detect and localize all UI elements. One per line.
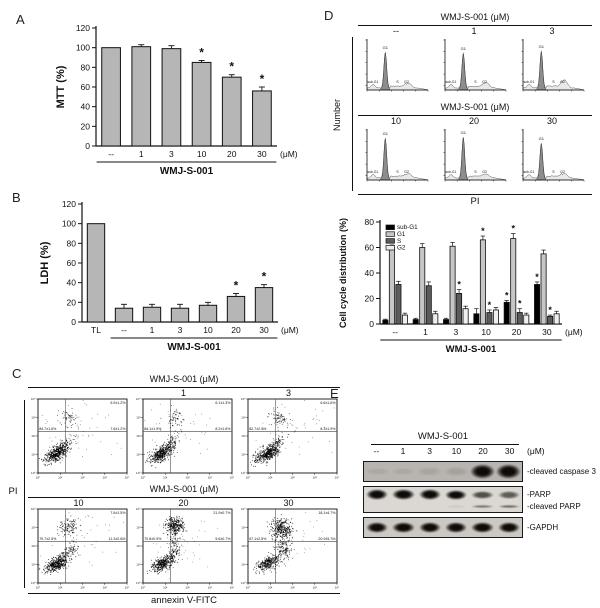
svg-text:10³: 10³ [207,475,212,480]
svg-text:*: * [487,299,492,310]
svg-text:WMJ-S-001: WMJ-S-001 [167,342,221,353]
blot-label: -PARP [527,489,551,499]
svg-text:--: -- [121,325,127,335]
blot-label: -cleaved caspase 3 [527,466,596,476]
flow-plot-20 [133,508,234,594]
svg-text:60: 60 [66,258,76,268]
svg-text:sub-G1: sub-G1 [397,224,418,232]
panel-c-ylabel: PI [8,486,18,497]
blot-band [498,491,520,499]
svg-text:80: 80 [364,217,374,227]
panel-d-header-1: WMJ-S-001 (μM) [440,12,510,22]
svg-text:*: * [518,298,522,309]
svg-text:0: 0 [369,319,374,329]
svg-text:20: 20 [511,327,522,337]
svg-text:TL: TL [91,325,101,335]
panel-e-header: WMJ-S-001 [417,431,469,442]
panel-c-label: C [12,366,22,381]
panel-c-xlabel: annexin V-FITC [151,595,217,606]
svg-text:84.1±1.9%: 84.1±1.9% [144,427,162,432]
svg-text:10²: 10² [290,585,295,590]
panel-d-dose-10: 10 [390,116,401,126]
blot-band [365,468,390,476]
svg-text:40: 40 [364,268,374,278]
panel-c-dose-3: 3 [285,388,291,398]
svg-text:70.8±0.9%: 70.8±0.9% [144,537,162,542]
svg-text:10¹: 10¹ [241,452,246,457]
panel-d-dose-1: 1 [471,26,477,36]
svg-text:G1: G1 [460,130,466,135]
panel-c-x-bracket [28,593,340,594]
blot-label: -cleaved PARP [527,501,581,511]
svg-text:10¹: 10¹ [31,562,36,567]
blot-band [471,505,493,509]
svg-text:80: 80 [80,62,90,73]
svg-text:60: 60 [80,82,90,92]
svg-text:10⁴: 10⁴ [240,397,246,402]
svg-text:10⁴: 10⁴ [124,585,130,590]
svg-text:MTT (%): MTT (%) [55,65,67,109]
blot-lane-label: 3 [427,446,433,456]
svg-text:10⁴: 10⁴ [240,507,246,512]
svg-text:3: 3 [177,325,183,335]
svg-text:5.6±0.7%: 5.6±0.7% [215,537,231,542]
svg-text:G1: G1 [397,231,406,238]
svg-text:10³: 10³ [31,415,36,420]
blot-band [392,522,414,532]
svg-text:Cell cycle distribution (%): Cell cycle distribution (%) [338,217,348,329]
svg-text:10⁰: 10⁰ [35,475,41,480]
svg-text:10¹: 10¹ [268,585,273,590]
svg-text:57.1±2.5%: 57.1±2.5% [249,537,267,542]
svg-text:79.7±2.5%: 79.7±2.5% [39,537,57,542]
cycle-hist-10 [358,127,434,191]
western-blots [363,461,523,542]
panel-d-x-bracket [358,194,592,195]
svg-text:20: 20 [364,293,374,304]
blot-band [366,522,388,533]
svg-text:1: 1 [138,149,144,159]
svg-text:6.6±1.6%: 6.6±1.6% [320,401,336,405]
blot-lane-label: 20 [478,446,488,456]
svg-text:10¹: 10¹ [136,562,141,567]
svg-text:10¹: 10¹ [31,452,36,457]
svg-text:80: 80 [66,238,76,249]
svg-text:20.9±4.7%: 20.9±4.7% [318,537,336,542]
svg-text:10⁰: 10⁰ [31,471,36,476]
svg-text:G2: G2 [560,170,566,174]
svg-text:30: 30 [257,149,267,159]
svg-text:sub-G1: sub-G1 [523,170,535,174]
svg-text:S: S [552,170,555,174]
svg-text:*: * [229,59,235,74]
svg-text:sub-G1: sub-G1 [445,80,457,84]
mtt-bar-chart [50,18,315,192]
svg-text:S: S [474,80,477,84]
svg-text:20: 20 [231,325,241,335]
cycle-hist-ctrl [358,37,434,101]
svg-text:10³: 10³ [31,525,36,530]
svg-text:sub-G1: sub-G1 [367,80,379,84]
svg-text:10⁰: 10⁰ [245,475,251,480]
svg-text:10: 10 [196,149,207,159]
svg-text:S: S [397,237,402,245]
svg-text:30: 30 [542,327,552,337]
svg-text:10⁰: 10⁰ [136,471,141,476]
svg-text:10: 10 [481,327,491,337]
svg-text:10⁴: 10⁴ [229,475,235,480]
svg-text:G2: G2 [482,170,488,174]
svg-text:10²: 10² [290,475,295,480]
svg-text:--: -- [392,327,399,337]
svg-text:10²: 10² [80,475,85,480]
blot-band [496,464,521,480]
svg-text:10⁴: 10⁴ [135,507,141,512]
blot-band [498,505,520,509]
panel-c-dose-1: 1 [180,388,186,398]
svg-text:(μM): (μM) [565,327,583,337]
svg-text:10²: 10² [80,585,85,590]
svg-text:1: 1 [149,325,155,335]
svg-text:10³: 10³ [102,585,107,590]
flow-plot-3 [238,398,339,484]
svg-text:10²: 10² [241,434,246,439]
svg-text:10³: 10³ [102,475,107,480]
svg-text:sub-G1: sub-G1 [523,80,535,84]
panel-d-label: D [324,8,334,23]
svg-text:0: 0 [71,317,76,327]
flow-plot-10 [28,508,129,594]
flow-plot-ctrl [28,398,129,484]
svg-text:*: * [481,226,485,237]
blot-band [471,522,493,532]
svg-text:30: 30 [259,325,269,335]
blot-band [470,464,495,479]
flow-plot-30 [238,508,339,594]
svg-text:10³: 10³ [241,525,246,530]
svg-text:S: S [552,80,555,84]
svg-text:20: 20 [227,149,237,159]
svg-text:10¹: 10¹ [136,452,141,457]
svg-text:3: 3 [453,327,459,337]
panel-d-header-2: WMJ-S-001 (μM) [440,102,510,112]
svg-text:20: 20 [80,121,90,132]
svg-text:18.1±4.7%: 18.1±4.7% [318,511,336,515]
svg-text:10⁴: 10⁴ [135,397,141,402]
svg-text:G1: G1 [538,44,544,49]
svg-text:10³: 10³ [136,415,141,420]
blot-lane-label: 1 [400,446,406,456]
svg-text:10⁴: 10⁴ [30,507,36,512]
cycle-hist-3 [514,37,590,101]
svg-text:G1: G1 [538,136,544,141]
blot-0 [363,461,523,482]
svg-text:(μM): (μM) [280,149,298,159]
panel-d-ylabel: Number [332,99,342,132]
svg-text:10⁰: 10⁰ [140,475,146,480]
blot-band [419,489,441,500]
svg-text:G2: G2 [404,80,410,84]
panel-c-y-bracket [24,400,25,588]
cell-cycle-bar-chart [334,216,598,368]
panel-e-label: E [330,386,339,401]
svg-text:10¹: 10¹ [58,475,63,480]
svg-text:10¹: 10¹ [58,585,63,590]
svg-text:10⁰: 10⁰ [241,471,246,476]
blot-band [391,468,416,476]
svg-text:10²: 10² [241,544,246,549]
svg-text:10⁰: 10⁰ [140,585,146,590]
svg-text:120: 120 [61,199,76,209]
svg-text:40: 40 [66,277,76,288]
svg-text:*: * [548,305,552,316]
blot-label: -GAPDH [527,522,559,532]
blot-band [419,522,441,532]
svg-text:10¹: 10¹ [163,475,168,480]
svg-text:7.6±1.2%: 7.6±1.2% [110,427,126,432]
svg-text:G1: G1 [382,45,388,50]
blot-lane-label: -- [373,446,380,456]
panel-a-label: A [16,12,25,27]
panel-c-dose-20: 20 [178,498,189,508]
panel-d-dose-30: 30 [546,116,557,126]
svg-text:10³: 10³ [241,415,246,420]
svg-text:WMJ-S-001: WMJ-S-001 [159,166,214,177]
svg-text:100: 100 [61,218,76,229]
panel-d-dose-3: 3 [549,26,555,36]
cycle-hist-1 [436,37,512,101]
svg-text:10²: 10² [31,434,36,439]
panel-d-dose-20: 20 [468,116,479,126]
svg-text:21.9±0.7%: 21.9±0.7% [213,511,231,515]
panel-d-dose-ctrl: -- [393,26,399,36]
svg-text:10⁰: 10⁰ [241,581,246,586]
svg-text:10⁴: 10⁴ [30,397,36,402]
svg-text:*: * [535,271,539,282]
svg-text:5.9±1.2%: 5.9±1.2% [110,401,126,405]
svg-text:10⁴: 10⁴ [334,585,340,590]
svg-text:10⁰: 10⁰ [31,581,36,586]
svg-text:(μM): (μM) [281,325,299,335]
blot-band [445,490,467,500]
blot-lane-label: 10 [451,446,462,456]
blot-band [445,505,467,508]
svg-text:10³: 10³ [136,525,141,530]
ldh-bar-chart [34,194,316,372]
svg-text:*: * [261,269,267,284]
blot-band [445,522,467,533]
svg-text:10²: 10² [185,585,190,590]
svg-text:*: * [457,279,461,290]
svg-text:0: 0 [85,141,90,151]
svg-text:*: * [511,223,515,234]
blot-band [392,489,414,500]
blot-band [444,467,469,475]
svg-text:60: 60 [364,242,374,253]
svg-text:8.2±1.6%: 8.2±1.6% [215,427,231,432]
svg-text:WMJ-S-001: WMJ-S-001 [445,344,497,355]
svg-text:--: -- [108,149,114,159]
blot-band [366,489,388,500]
svg-text:10⁴: 10⁴ [229,585,235,590]
blot-band [498,522,520,532]
svg-text:G2: G2 [397,244,406,252]
blot-lane-labels [363,446,523,457]
cycle-hist-20 [436,127,512,191]
blot-1 [363,486,523,513]
svg-text:10²: 10² [31,544,36,549]
cycle-hist-30 [514,127,590,191]
svg-text:*: * [504,290,509,301]
svg-text:84.7±1.6%: 84.7±1.6% [39,427,57,432]
svg-text:S: S [396,80,399,84]
svg-text:10⁴: 10⁴ [124,475,130,480]
panel-e-unit: (μM) [527,446,545,456]
svg-text:40: 40 [80,101,90,112]
svg-text:7.6±1.5%: 7.6±1.5% [110,511,126,515]
svg-text:10⁰: 10⁰ [136,581,141,586]
svg-text:8.3±1.9%: 8.3±1.9% [320,427,336,432]
svg-text:S: S [396,170,399,174]
svg-text:1: 1 [423,327,428,337]
flow-plot-1 [133,398,234,484]
svg-text:10²: 10² [136,434,141,439]
panel-b-label: B [12,190,21,205]
svg-text:10¹: 10¹ [163,585,168,590]
svg-text:sub-G1: sub-G1 [445,170,457,174]
svg-text:6.1±1.3%: 6.1±1.3% [215,401,231,405]
svg-text:G2: G2 [404,170,410,174]
svg-text:10³: 10³ [312,475,317,480]
svg-text:11.3±2.6%: 11.3±2.6% [108,537,126,542]
panel-c-header-1: WMJ-S-001 (μM) [149,374,219,384]
svg-text:*: * [199,45,204,60]
svg-text:S: S [474,170,477,174]
svg-text:G1: G1 [382,131,388,136]
svg-text:10: 10 [203,325,213,335]
panel-e-header-line [371,444,519,445]
blot-lane-label: 30 [504,446,515,456]
panel-d-xlabel: PI [470,196,480,207]
blot-2 [363,517,523,538]
svg-text:10²: 10² [136,544,141,549]
svg-text:*: * [259,72,265,86]
svg-text:20: 20 [66,297,76,308]
svg-text:G2: G2 [560,80,566,84]
svg-text:*: * [233,278,239,293]
svg-text:10⁴: 10⁴ [334,475,340,480]
panel-c-dose-30: 30 [283,498,294,508]
svg-text:G1: G1 [460,46,466,51]
svg-text:10¹: 10¹ [241,562,246,567]
panel-c-dose-10: 10 [73,498,84,508]
svg-text:100: 100 [75,42,90,53]
svg-text:3: 3 [169,149,174,159]
svg-text:LDH (%): LDH (%) [39,241,51,285]
svg-text:10³: 10³ [207,585,212,590]
svg-text:10³: 10³ [312,585,317,590]
panel-c-header-2: WMJ-S-001 (μM) [149,484,219,494]
blot-band [471,491,493,499]
panel-d-y-bracket [352,37,353,191]
svg-text:10⁰: 10⁰ [245,585,251,590]
svg-text:sub-G1: sub-G1 [367,170,379,174]
svg-text:10²: 10² [185,475,190,480]
svg-text:10¹: 10¹ [268,475,273,480]
svg-text:G2: G2 [482,80,488,84]
svg-text:82.7±2.5%: 82.7±2.5% [249,427,267,432]
svg-text:10⁰: 10⁰ [35,585,41,590]
svg-text:120: 120 [75,23,90,33]
blot-band [417,467,442,475]
